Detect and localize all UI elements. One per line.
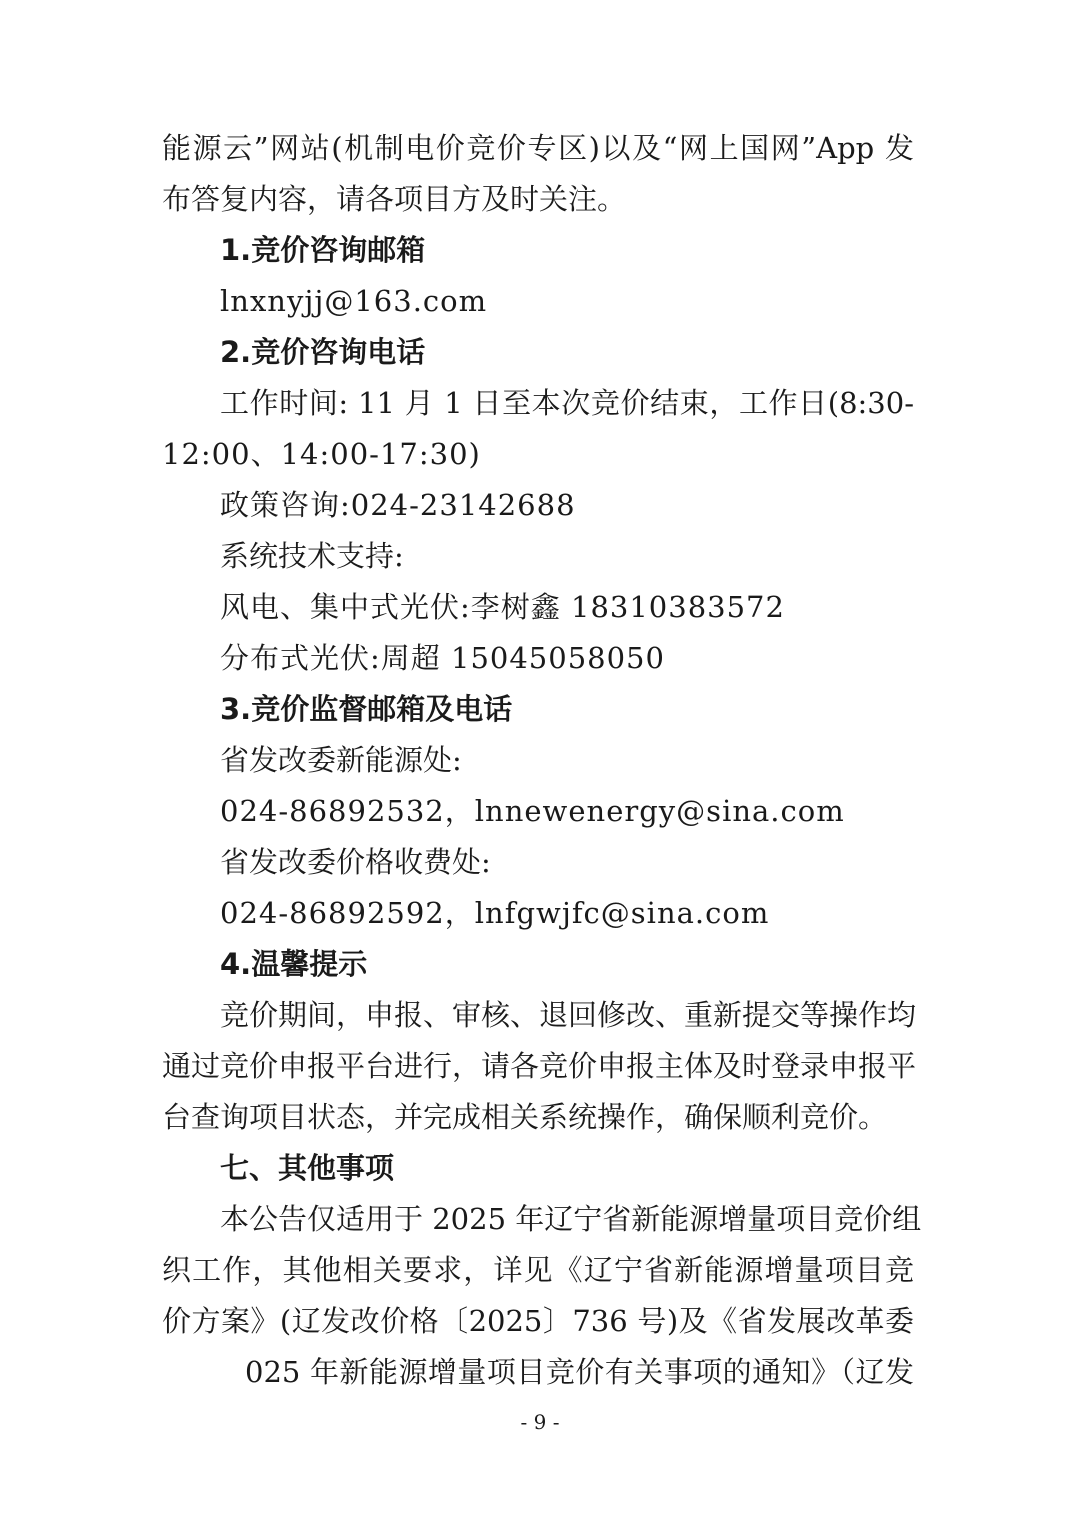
phone-heading: 2.竞价咨询电话 [220, 335, 426, 369]
page-number: - 9 - [520, 1410, 560, 1434]
tips-line-2: 通过竞价申报平台进行，请各竞价申报主体及时登录申报平 [162, 1049, 917, 1083]
policy-phone: 政策咨询:024-23142688 [220, 488, 576, 522]
other-line-3: 价方案》(辽发改价格〔2025〕736 号)及《省发展改革委 [162, 1304, 914, 1338]
other-line-1: 本公告仅适用于 2025 年辽宁省新能源增量项目竞价组 [220, 1202, 922, 1236]
supervision-heading: 3.竞价监督邮箱及电话 [220, 692, 513, 726]
work-hours-line-1: 工作时间: 11 月 1 日至本次竞价结束，工作日(8:30- [220, 386, 914, 420]
pricing-dept: 省发改委价格收费处: [220, 845, 491, 879]
new-energy-dept: 省发改委新能源处: [220, 743, 462, 777]
wind-solar-contact: 风电、集中式光伏:李树鑫 18310383572 [220, 590, 785, 624]
email-heading: 1.竞价咨询邮箱 [220, 233, 426, 267]
other-line-2: 织工作，其他相关要求，详见《辽宁省新能源增量项目竞 [162, 1253, 914, 1287]
intro-line-1: 能源云”网站(机制电价竞价专区)以及“网上国网”App 发 [162, 131, 914, 165]
work-hours-line-2: 12:00、14:00-17:30) [162, 437, 481, 471]
tips-line-3: 台查询项目状态，并完成相关系统操作，确保顺利竞价。 [162, 1100, 888, 1134]
other-matters-heading: 七、其他事项 [220, 1151, 395, 1185]
inquiry-email: lnxnyjj@163.com [220, 284, 488, 318]
tips-heading: 4.温馨提示 [220, 947, 368, 981]
other-line-4: 025 年新能源增量项目竞价有关事项的通知》（辽发 [245, 1355, 914, 1389]
distributed-solar-contact: 分布式光伏:周超 15045058050 [220, 641, 665, 675]
tech-support-label: 系统技术支持: [220, 539, 404, 573]
new-energy-dept-contact: 024-86892532，lnnewenergy@sina.com [220, 794, 845, 828]
pricing-dept-contact: 024-86892592，lnfgwjfc@sina.com [220, 896, 770, 930]
intro-line-2: 布答复内容，请各项目方及时关注。 [162, 182, 627, 216]
tips-line-1: 竞价期间，申报、审核、退回修改、重新提交等操作均 [220, 998, 917, 1032]
